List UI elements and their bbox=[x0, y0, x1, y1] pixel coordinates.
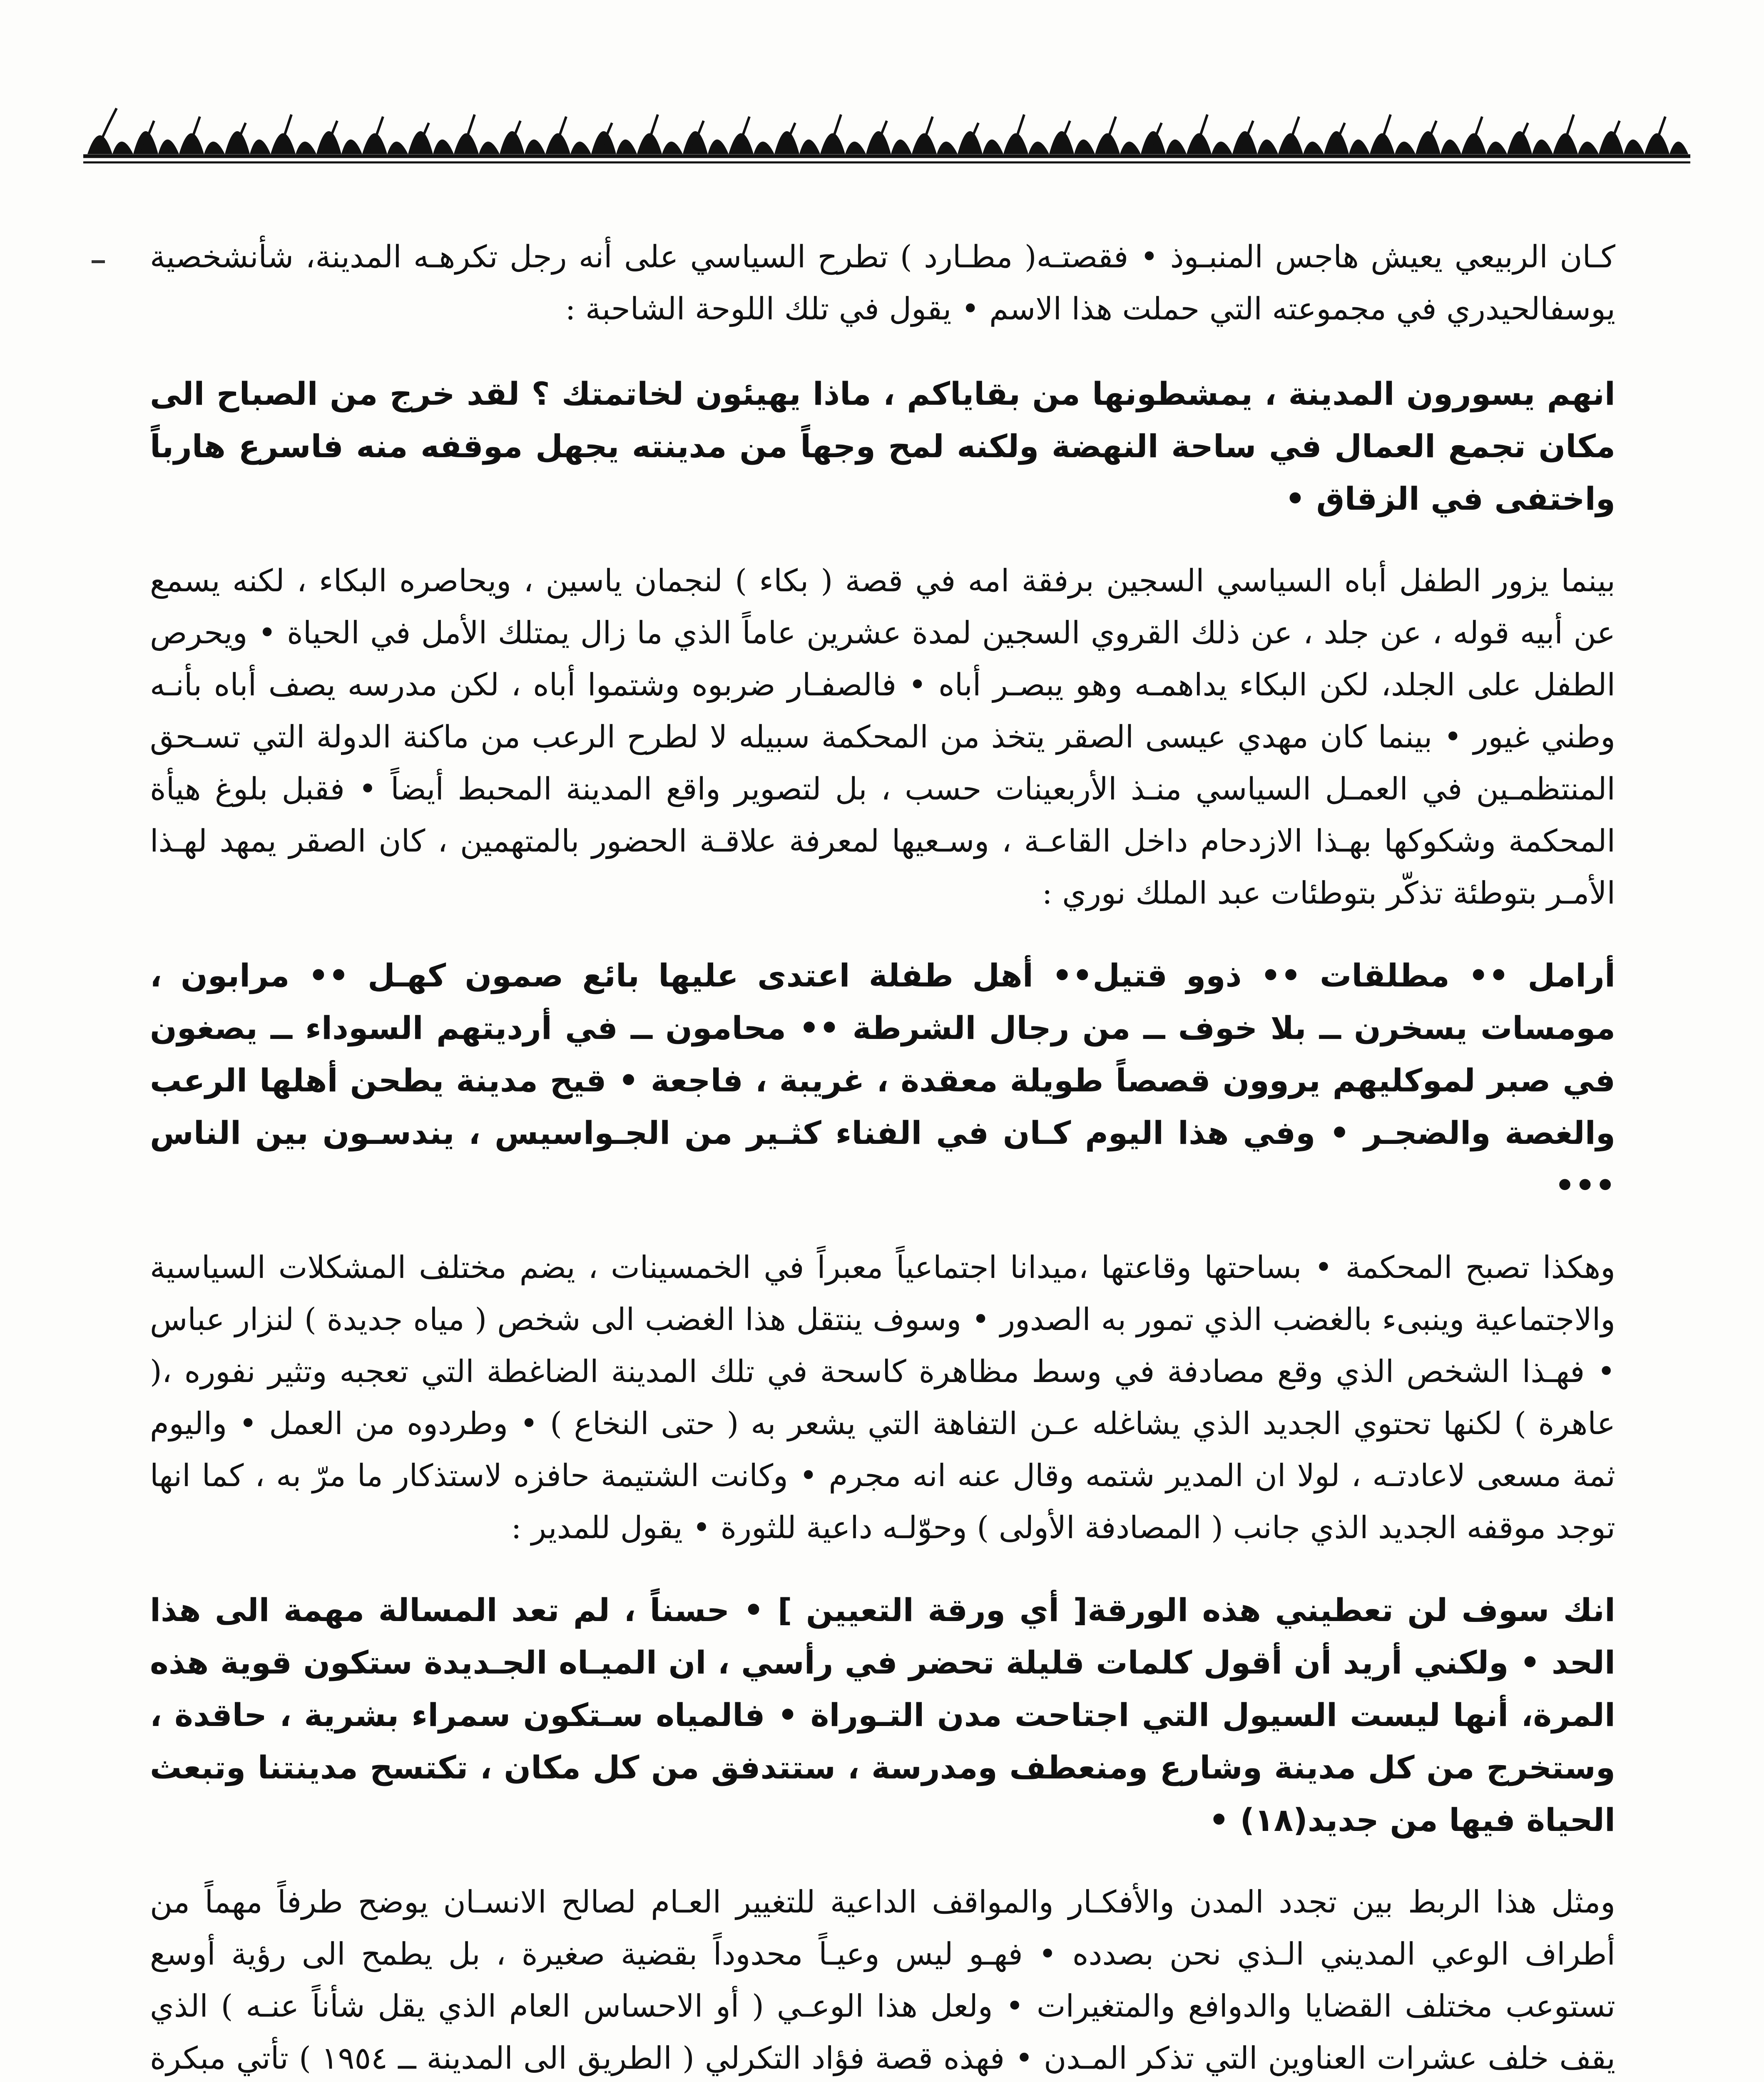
paragraph: وهكذا تصبح المحكمة • بساحتها وقاعتها ،ميدانا اجتماعياً معبراً في الخمسينات ، يضم مختلف المشكلات السياسية والاجتماعية وينبىء بالغضب الذي تمور به الصدور • وسوف ينتقل هذا الغضب الى شخص ( مياه جديدة ) لنزار عباس • فهـذا الشخص الذي وقع مصادفة في وسط مظاهرة كاسحة في تلك المدينة الضاغطة التي تعجبه وتثير نفوره ،( عاهرة ) لكنها تحتوي الجديد الذي يشاغله عـن التفاهة التي يشعر به ( حتى النخاع ) • وطردوه من العمل • واليوم ثمة مسعى لاعادتـه ، لولا ان المدير شتمه وقال عنه انه مجرم • وكانت الشتيمة حافزه لاستذكار ما مرّ به ، كما انها توجد موقفه الجديد الذي جانب ( المصادفة الأولى ) وحوّلـه داعية للثورة • يقول للمدير : bbox=[150, 1250, 1615, 1546]
block-quote: انك سوف لن تعطيني هذه الورقة[ أي ورقة التعيين ] • حسناً ، لم تعد المسالة مهمة الى هذا الحد • ولكني أريد أن أقول كلمات قليلة تحضر في رأسي ، ان الميـاه الجـديدة ستكون قوية هذه المرة، أنها ليست السيول التي اجتاحت مدن التـوراة • فالمياه سـتكون سمراء بشرية ، حاقدة ، وستخرج من كل مدينة وشارع ومنعطف ومدرسة ، ستتدفق من كل مكان ، تكتسح مدينتنا وتبعث الحياة فيها من جديد(١٨) • bbox=[150, 1591, 1615, 1838]
paragraph: كـان الربيعي يعيش هاجس المنبـوذ • فقصتـه( مطـارد ) تطرح السياسي على أنه رجل تكرهـه المدينة، شأنشخصية يوسفالحيدري في مجموعته التي حملت هذا الاسم • يقول في تلك اللوحة الشاحبة : bbox=[150, 239, 1615, 327]
stray-print-mark bbox=[92, 260, 105, 263]
article-body bbox=[150, 231, 1615, 2082]
block-quote: أرامل •• مطلقات •• ذوو قتيل•• أهل طفلة اعتدى عليها بائع صمون كهـل •• مرابون ، مومسات يسخرن ــ بلا خوف ــ من رجال الشرطة •• محامون ــ في أرديتهم السوداء ــ يصغون في صبر لموكليهم يروون قصصاً طويلة معقدة ، غريبة ، فاجعة • قيح مدينة يطحن أهلها الرعب والغصة والضجـر • وفي هذا اليوم كـان في الفناء كثـير من الجـواسيس ، يندسـون بين الناس ••• bbox=[150, 957, 1615, 1204]
paragraph: ومثل هذا الربط بين تجدد المدن والأفكـار والمواقف الداعية للتغيير العـام لصالح الانسـان يوضح طرفاً مهماً من أطراف الوعي المديني الـذي نحن بصدده • فهـو ليس وعيـاً محدوداً بقضية صغيرة ، بل يطمح الى رؤية أوسع تستوعب مختلف القضايا والدوافع والمتغيرات • ولعل هذا الوعـي ( أو الاحساس العام الذي يقل شأناً عنـه ) الذي يقف خلف عشرات العناوين التي تذكر المـدن • فهذه قصة فؤاد التكرلي ( الطريق الى المدينة ــ ١٩٥٤ ) تأتي مبكرة bbox=[150, 1884, 1615, 2076]
paragraph: بينما يزور الطفل أباه السياسي السجين برفقة امه في قصة ( بكاء ) لنجمان ياسين ، ويحاصره البكاء ، لكنه يسمع عن أبيه قوله ، عن جلد ، عن ذلك القروي السجين لمدة عشرين عاماً الذي ما زال يمتلك الأمل في الحياة • ويحرص الطفل على الجلد، لكن البكاء يداهمـه وهو يبصـر أباه • فالصفـار ضربوه وشتموا أباه ، لكن مدرسه يصف أباه بأنـه وطني غيور • بينما كان مهدي عيسى الصقر يتخذ من المحكمة سبيله لا لطرح الرعب من ماكنة الدولة التي تسـحق المنتظمـين في العمـل السياسي منـذ الأربعينات حسب ، بل لتصوير واقع المدينة المحبط أيضاً • فقبل بلوغ هيأة المحكمة وشكوكها بهـذا الازدحام داخل القاعـة ، وسـعيها لمعرفة علاقـة الحضور بالمتهمين ، كان الصقر يمهد لهـذا الأمـر بتوطئة تذكّر بتوطئات عبد الملك نوري : bbox=[150, 563, 1615, 911]
decorative-header-border bbox=[83, 100, 1690, 171]
block-quote: انهم يسورون المدينة ، يمشطونها من بقاياكم ، ماذا يهيئون لخاتمتك ؟ لقد خرج من الصباح الى مكان تجمع العمال في ساحة النهضة ولكنه لمح وجهاً من مدينته يجهل موقفه منه فاسرع هارباً واختفى في الزقاق • bbox=[150, 375, 1615, 517]
